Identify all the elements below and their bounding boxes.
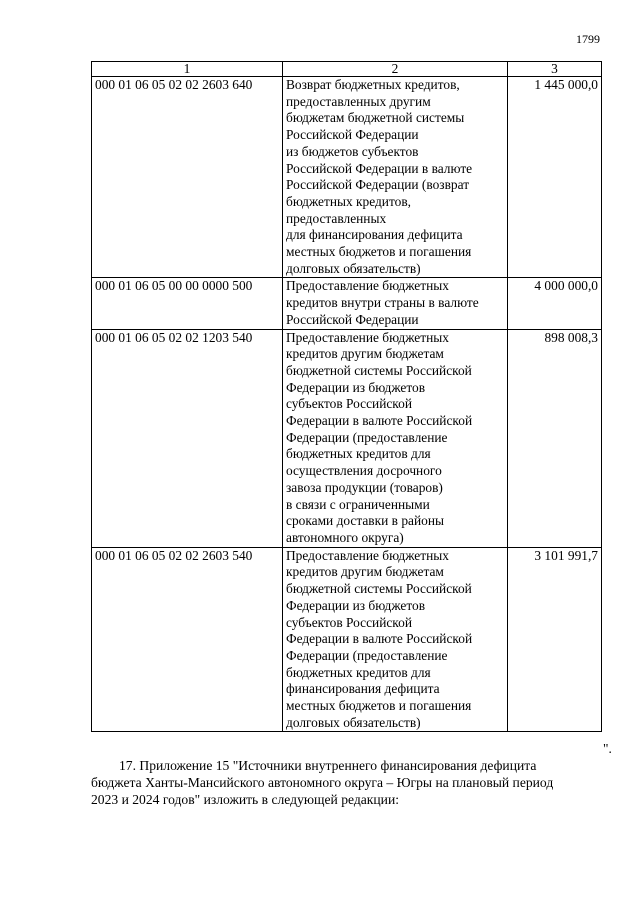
description-line: бюджетам бюджетной системы <box>286 110 465 126</box>
description-line: автономного округа) <box>286 529 404 545</box>
description-line: Федерации в валюте Российской <box>286 413 473 429</box>
description-line: бюджетной системы Российской <box>286 362 472 378</box>
description-line: кредитов другим бюджетам <box>286 564 444 580</box>
description-line: из бюджетов субъектов <box>286 143 419 159</box>
paragraph-line: 2023 и 2024 годов" изложить в следующей редакции: <box>91 792 399 808</box>
description-line: Предоставление бюджетных <box>286 547 449 563</box>
description-cell <box>283 278 508 329</box>
table-header-row <box>92 62 602 77</box>
description-line: Возврат бюджетных кредитов, <box>286 77 460 92</box>
description-line: бюджетных кредитов для <box>286 664 431 680</box>
amount-cell: 1 445 000,0 <box>508 77 602 278</box>
description-line: Федерации (предоставление <box>286 647 448 663</box>
description-line: бюджетных кредитов, <box>286 193 412 209</box>
table-row <box>92 329 602 547</box>
column-header-amount: 3 <box>508 62 602 77</box>
description-cell <box>283 329 508 547</box>
description-line: предоставленных другим <box>286 93 431 109</box>
description-line: Предоставление бюджетных <box>286 278 449 294</box>
table-row <box>92 77 602 278</box>
description-line: Федерации в валюте Российской <box>286 631 473 647</box>
description-cell <box>283 77 508 278</box>
description-line: для финансирования дефицита <box>286 227 463 243</box>
description-line: бюджетной системы Российской <box>286 581 472 597</box>
description-cell <box>283 547 508 732</box>
paragraph-line: бюджета Ханты-Мансийского автономного округа – Югры на плановый период <box>91 775 554 791</box>
amount-cell: 3 101 991,7 <box>508 547 602 732</box>
budget-sources-table <box>91 61 602 732</box>
description-line: субъектов Российской <box>286 396 412 412</box>
description-line: предоставленных <box>286 210 387 226</box>
amount-cell: 898 008,3 <box>508 329 602 547</box>
table-row <box>92 278 602 329</box>
description-line: бюджетных кредитов для <box>286 446 431 462</box>
budget-code-cell: 000 01 06 05 02 02 1203 540 <box>92 329 283 547</box>
description-line: завоза продукции (товаров) <box>286 479 443 495</box>
description-line: сроками доставки в районы <box>286 513 444 529</box>
budget-code-cell: 000 01 06 05 02 02 2603 540 <box>92 547 283 732</box>
amendment-paragraph <box>91 757 601 809</box>
description-line: кредитов другим бюджетам <box>286 346 444 362</box>
description-line: финансирования дефицита <box>286 681 440 697</box>
closing-quote-mark: ". <box>603 741 612 756</box>
page-number: 1799 <box>576 32 600 46</box>
table-row <box>92 547 602 732</box>
description-line: Предоставление бюджетных <box>286 329 449 345</box>
description-line: местных бюджетов и погашения <box>286 244 472 260</box>
description-line: долговых обязательств) <box>286 260 421 276</box>
description-line: Российской Федерации <box>286 311 419 327</box>
column-header-description: 2 <box>283 62 508 77</box>
description-line: осуществления досрочного <box>286 463 442 479</box>
description-line: долговых обязательств) <box>286 714 421 730</box>
description-line: Федерации из бюджетов <box>286 379 426 395</box>
description-line: Российской Федерации <box>286 127 419 143</box>
description-line: кредитов внутри страны в валюте <box>286 295 479 311</box>
paragraph-line: 17. Приложение 15 "Источники внутреннего финансирования дефицита <box>119 758 537 773</box>
description-line: Федерации (предоставление <box>286 429 448 445</box>
description-line: субъектов Российской <box>286 614 412 630</box>
description-line: в связи с ограниченными <box>286 496 430 512</box>
column-header-code: 1 <box>92 62 283 77</box>
description-line: Российской Федерации в валюте <box>286 160 473 176</box>
description-line: местных бюджетов и погашения <box>286 698 472 714</box>
description-line: Федерации из бюджетов <box>286 597 426 613</box>
description-line: Российской Федерации (возврат <box>286 177 470 193</box>
budget-code-cell: 000 01 06 05 00 00 0000 500 <box>92 278 283 329</box>
amount-cell: 4 000 000,0 <box>508 278 602 329</box>
budget-code-cell: 000 01 06 05 02 02 2603 640 <box>92 77 283 278</box>
